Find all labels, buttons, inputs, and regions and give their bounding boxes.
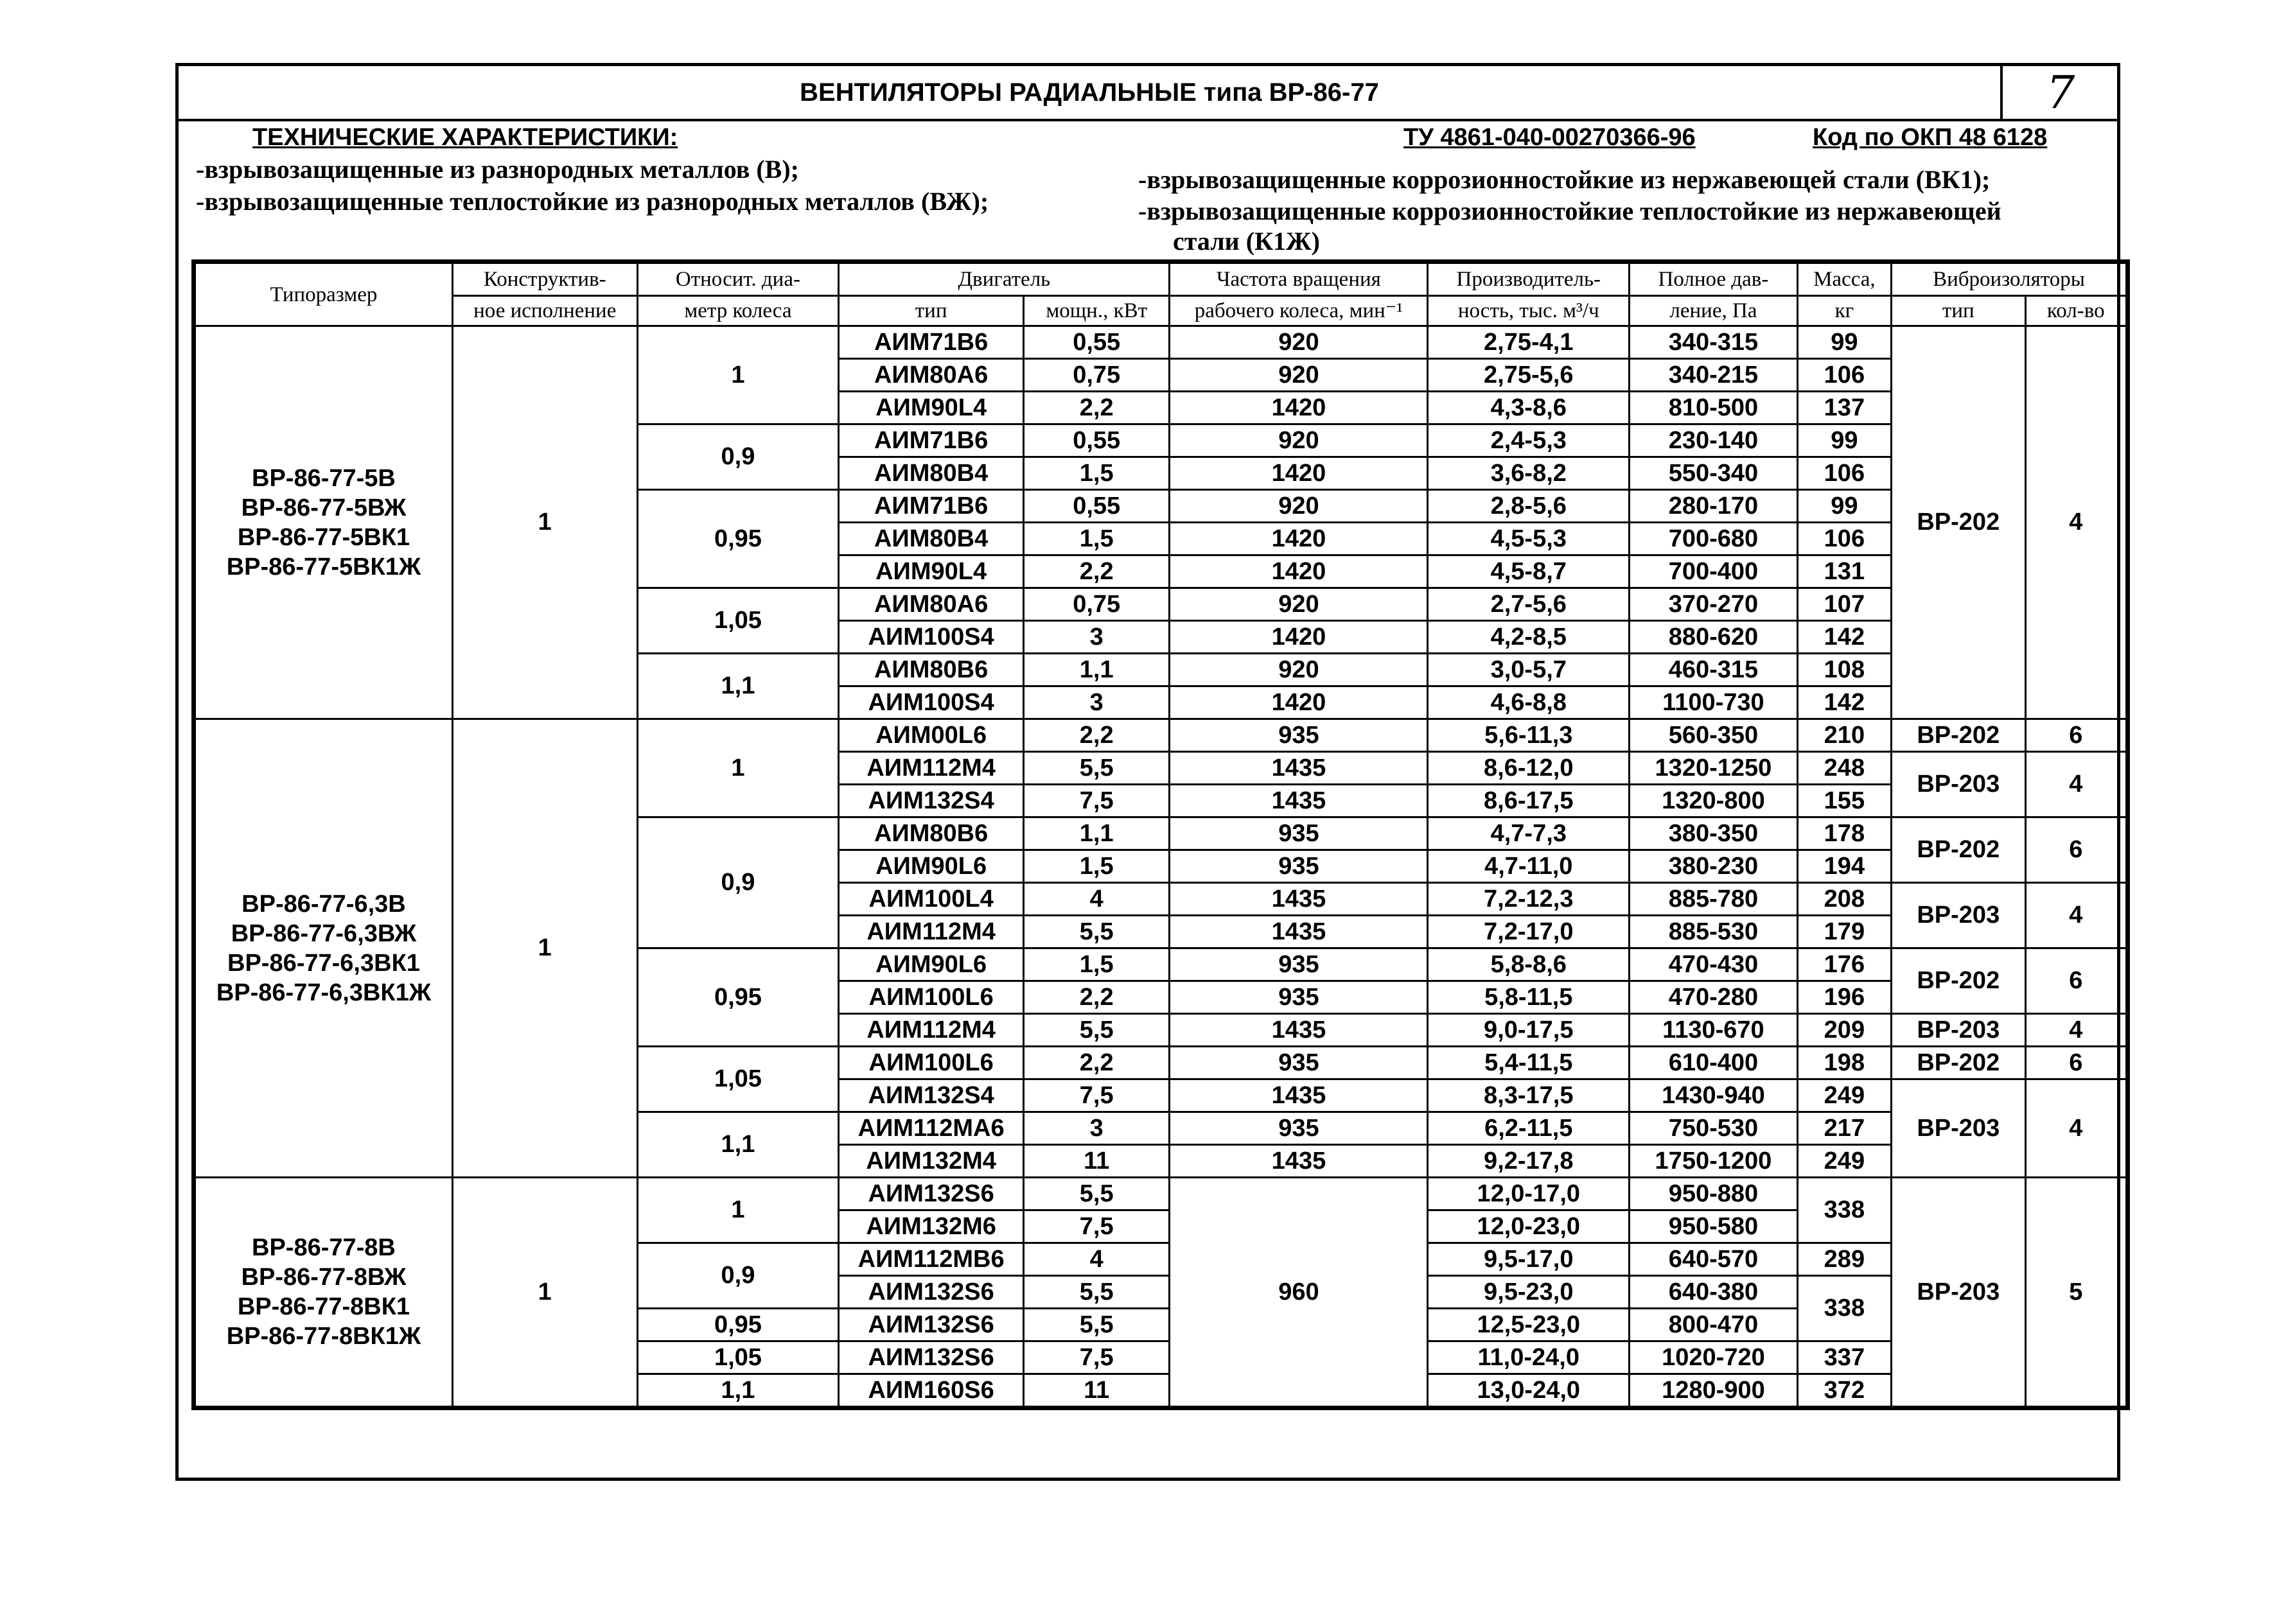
motor-type-cell: АИМ160S6	[839, 1374, 1024, 1407]
fan-model-g1-0: ВР-86-77-5В	[252, 464, 396, 492]
motor-power-cell: 1,1	[1023, 817, 1170, 850]
col-header-vib-type: тип	[1892, 296, 2025, 326]
motor-type-cell: АИМ112М4	[839, 1014, 1024, 1047]
motor-power-cell: 1,5	[1023, 523, 1170, 555]
speed-cell: 920	[1170, 490, 1428, 523]
mass-cell: 178	[1797, 817, 1891, 850]
motor-power-cell: 2,2	[1023, 555, 1170, 588]
motor-power-cell: 5,5	[1023, 1178, 1170, 1210]
vib-qty-cell: 6	[2025, 719, 2126, 752]
motor-type-cell: АИМ100L6	[839, 1047, 1024, 1079]
feature-left-1: -взрывозащищенные из разнородных металлов (В);	[196, 155, 800, 184]
motor-type-cell: АИМ80А6	[839, 588, 1024, 621]
pressure-cell: 1020-720	[1630, 1341, 1798, 1374]
motor-type-cell: АИМ112М4	[839, 916, 1024, 948]
speed-cell: 920	[1170, 424, 1428, 457]
motor-type-cell: АИМ132М6	[839, 1210, 1024, 1243]
page-title: ВЕНТИЛЯТОРЫ РАДИАЛЬНЫЕ типа ВР-86-77	[179, 66, 2003, 119]
feature-right-1: -взрывозащищенные коррозионностойкие из нержавеющей стали (ВК1);	[1138, 165, 1991, 194]
flow-cell: 8,6-17,5	[1428, 785, 1630, 817]
motor-type-cell: АИМ132S6	[839, 1309, 1024, 1341]
diameter-cell: 0,95	[637, 1309, 839, 1341]
page-number: 7	[2046, 66, 2075, 119]
mass-cell: 179	[1797, 916, 1891, 948]
pressure-cell: 700-400	[1630, 555, 1798, 588]
mass-cell: 137	[1797, 392, 1891, 424]
diameter-cell: 1,1	[637, 1112, 839, 1178]
pressure-cell: 470-280	[1630, 981, 1798, 1014]
motor-power-cell: 5,5	[1023, 916, 1170, 948]
vib-type-cell: ВР-202	[1892, 719, 2025, 752]
design-cell: 1	[452, 719, 637, 1178]
speed-cell: 935	[1170, 1047, 1428, 1079]
motor-type-cell: АИМ100L6	[839, 981, 1024, 1014]
flow-cell: 4,5-8,7	[1428, 555, 1630, 588]
flow-cell: 2,4-5,3	[1428, 424, 1630, 457]
design-cell: 1	[452, 1178, 637, 1407]
col-header-motor-power: мощн., кВт	[1023, 296, 1170, 326]
motor-type-cell: АИМ80В4	[839, 457, 1024, 490]
mass-cell: 107	[1797, 588, 1891, 621]
speed-cell: 920	[1170, 654, 1428, 686]
speed-cell: 1435	[1170, 1079, 1428, 1112]
vib-type-cell: ВР-203	[1892, 1178, 2025, 1407]
mass-cell: 210	[1797, 719, 1891, 752]
diameter-cell: 1	[637, 719, 839, 817]
title-row	[179, 66, 2117, 121]
fan-model-g2-1: ВР-86-77-6,3ВЖ	[231, 920, 417, 947]
motor-power-cell: 2,2	[1023, 981, 1170, 1014]
flow-cell: 2,7-5,6	[1428, 588, 1630, 621]
mass-cell: 142	[1797, 686, 1891, 719]
col-header-motor-type: тип	[839, 296, 1024, 326]
motor-power-cell: 1,5	[1023, 850, 1170, 883]
motor-power-cell: 4	[1023, 1243, 1170, 1276]
speed-cell: 1420	[1170, 621, 1428, 654]
vib-qty-cell: 6	[2025, 1047, 2126, 1079]
motor-power-cell: 2,2	[1023, 719, 1170, 752]
fan-model-g1-1: ВР-86-77-5ВЖ	[241, 494, 407, 521]
motor-power-cell: 5,5	[1023, 752, 1170, 785]
col-header-diam-2: метр колеса	[637, 296, 839, 326]
vib-qty-cell: 4	[2025, 326, 2126, 719]
pressure-cell: 700-680	[1630, 523, 1798, 555]
flow-cell: 12,5-23,0	[1428, 1309, 1630, 1341]
mass-cell: 198	[1797, 1047, 1891, 1079]
col-header-flow-1: Производитель-	[1428, 263, 1630, 296]
motor-type-cell: АИМ90L4	[839, 555, 1024, 588]
tech-header: ТЕХНИЧЕСКИЕ ХАРАКТЕРИСТИКИ:	[252, 124, 678, 151]
table-row	[195, 719, 2127, 752]
vib-type-cell: ВР-203	[1892, 1079, 2025, 1178]
okp-code: Код по ОКП 48 6128	[1813, 124, 2048, 151]
motor-power-cell: 5,5	[1023, 1276, 1170, 1309]
vib-qty-cell: 4	[2025, 1079, 2126, 1178]
motor-type-cell: АИМ132S6	[839, 1276, 1024, 1309]
mass-cell: 108	[1797, 654, 1891, 686]
mass-cell: 176	[1797, 948, 1891, 981]
fan-models-group-6-3	[195, 719, 453, 1178]
diameter-cell: 0,9	[637, 1243, 839, 1309]
mass-cell: 155	[1797, 785, 1891, 817]
motor-type-cell: АИМ100S4	[839, 686, 1024, 719]
flow-cell: 8,3-17,5	[1428, 1079, 1630, 1112]
diameter-cell: 1,1	[637, 1374, 839, 1407]
mass-cell: 372	[1797, 1374, 1891, 1407]
motor-type-cell: АИМ112МА6	[839, 1112, 1024, 1145]
pressure-cell: 1320-1250	[1630, 752, 1798, 785]
tu-code: ТУ 4861-040-00270366-96	[1403, 124, 1696, 151]
speed-cell: 1420	[1170, 457, 1428, 490]
motor-type-cell: АИМ132S6	[839, 1178, 1024, 1210]
spec-table	[194, 262, 2127, 1408]
motor-power-cell: 1,5	[1023, 457, 1170, 490]
pressure-cell: 340-215	[1630, 359, 1798, 392]
speed-cell: 1435	[1170, 1145, 1428, 1178]
speed-cell: 1435	[1170, 916, 1428, 948]
speed-cell: 920	[1170, 359, 1428, 392]
diameter-cell: 0,9	[637, 424, 839, 490]
pressure-cell: 640-380	[1630, 1276, 1798, 1309]
diameter-cell: 1,05	[637, 588, 839, 654]
mass-cell: 249	[1797, 1079, 1891, 1112]
vib-qty-cell: 6	[2025, 817, 2126, 883]
fan-models-group-8	[195, 1178, 453, 1407]
vib-qty-cell: 4	[2025, 1014, 2126, 1047]
mass-cell: 106	[1797, 359, 1891, 392]
motor-power-cell: 4	[1023, 883, 1170, 916]
pressure-cell: 610-400	[1630, 1047, 1798, 1079]
pressure-cell: 370-270	[1630, 588, 1798, 621]
diameter-cell: 1,05	[637, 1047, 839, 1112]
flow-cell: 9,5-17,0	[1428, 1243, 1630, 1276]
pressure-cell: 1430-940	[1630, 1079, 1798, 1112]
header-row-1	[195, 263, 2127, 296]
fan-model-g3-3: ВР-86-77-8ВК1Ж	[226, 1323, 421, 1350]
mass-cell: 337	[1797, 1341, 1891, 1374]
vib-qty-cell: 5	[2025, 1178, 2126, 1407]
motor-power-cell: 5,5	[1023, 1309, 1170, 1341]
vib-type-cell: ВР-203	[1892, 752, 2025, 817]
col-header-diam-1: Относит. диа-	[637, 263, 839, 296]
motor-power-cell: 7,5	[1023, 1079, 1170, 1112]
motor-type-cell: АИМ90L6	[839, 948, 1024, 981]
diameter-cell: 0,9	[637, 817, 839, 948]
diameter-cell: 1	[637, 1178, 839, 1243]
motor-power-cell: 1,1	[1023, 654, 1170, 686]
col-header-mass-2: кг	[1797, 296, 1891, 326]
flow-cell: 4,6-8,8	[1428, 686, 1630, 719]
motor-power-cell: 0,75	[1023, 359, 1170, 392]
speed-cell: 960	[1170, 1178, 1428, 1407]
feature-left-2: -взрывозащищенные теплостойкие из разнородных металлов (ВЖ);	[196, 187, 989, 216]
mass-cell: 209	[1797, 1014, 1891, 1047]
pressure-cell: 885-780	[1630, 883, 1798, 916]
pressure-cell: 1280-900	[1630, 1374, 1798, 1407]
flow-cell: 9,0-17,5	[1428, 1014, 1630, 1047]
speed-cell: 1435	[1170, 1014, 1428, 1047]
diameter-cell: 1,1	[637, 654, 839, 719]
pressure-cell: 1750-1200	[1630, 1145, 1798, 1178]
motor-type-cell: АИМ112М4	[839, 752, 1024, 785]
vib-qty-cell: 4	[2025, 883, 2126, 948]
pressure-cell: 550-340	[1630, 457, 1798, 490]
flow-cell: 3,6-8,2	[1428, 457, 1630, 490]
flow-cell: 3,0-5,7	[1428, 654, 1630, 686]
motor-power-cell: 0,55	[1023, 326, 1170, 359]
mass-cell: 248	[1797, 752, 1891, 785]
flow-cell: 7,2-12,3	[1428, 883, 1630, 916]
flow-cell: 12,0-23,0	[1428, 1210, 1630, 1243]
mass-cell: 106	[1797, 523, 1891, 555]
pressure-cell: 230-140	[1630, 424, 1798, 457]
speed-cell: 1420	[1170, 523, 1428, 555]
fan-model-g2-2: ВР-86-77-6,3ВК1	[227, 949, 420, 977]
motor-type-cell: АИМ71В6	[839, 424, 1024, 457]
col-header-design-1: Конструктив-	[452, 263, 637, 296]
vib-qty-cell: 6	[2025, 948, 2126, 1014]
pressure-cell: 800-470	[1630, 1309, 1798, 1341]
fan-model-g3-0: ВР-86-77-8В	[252, 1234, 396, 1261]
motor-type-cell: АИМ90L4	[839, 392, 1024, 424]
flow-cell: 8,6-12,0	[1428, 752, 1630, 785]
pressure-cell: 1130-670	[1630, 1014, 1798, 1047]
mass-cell: 338	[1797, 1178, 1891, 1243]
vib-qty-cell: 4	[2025, 752, 2126, 817]
motor-power-cell: 2,2	[1023, 392, 1170, 424]
motor-power-cell: 0,55	[1023, 424, 1170, 457]
motor-power-cell: 0,55	[1023, 490, 1170, 523]
flow-cell: 9,5-23,0	[1428, 1276, 1630, 1309]
vib-type-cell: ВР-202	[1892, 948, 2025, 1014]
pressure-cell: 640-570	[1630, 1243, 1798, 1276]
vib-type-cell: ВР-202	[1892, 1047, 2025, 1079]
col-header-design-2: ное исполнение	[452, 296, 637, 326]
motor-type-cell: АИМ132S4	[839, 785, 1024, 817]
motor-power-cell: 7,5	[1023, 1210, 1170, 1243]
pressure-cell: 950-880	[1630, 1178, 1798, 1210]
col-header-pressure-2: ление, Па	[1630, 296, 1798, 326]
diameter-cell: 0,95	[637, 490, 839, 588]
col-header-pressure-1: Полное дав-	[1630, 263, 1798, 296]
mass-cell: 208	[1797, 883, 1891, 916]
motor-type-cell: АИМ132S4	[839, 1079, 1024, 1112]
flow-cell: 4,3-8,6	[1428, 392, 1630, 424]
motor-type-cell: АИМ100S4	[839, 621, 1024, 654]
speed-cell: 1435	[1170, 883, 1428, 916]
fan-models-group-5	[195, 326, 453, 719]
mass-cell: 217	[1797, 1112, 1891, 1145]
flow-cell: 2,8-5,6	[1428, 490, 1630, 523]
motor-power-cell: 7,5	[1023, 785, 1170, 817]
mass-cell: 196	[1797, 981, 1891, 1014]
pressure-cell: 280-170	[1630, 490, 1798, 523]
speed-cell: 1420	[1170, 555, 1428, 588]
flow-cell: 12,0-17,0	[1428, 1178, 1630, 1210]
motor-power-cell: 1,5	[1023, 948, 1170, 981]
pressure-cell: 950-580	[1630, 1210, 1798, 1243]
motor-type-cell: АИМ80В6	[839, 817, 1024, 850]
pressure-cell: 1320-800	[1630, 785, 1798, 817]
flow-cell: 5,4-11,5	[1428, 1047, 1630, 1079]
col-header-size: Типоразмер	[195, 263, 453, 326]
col-header-vib-qty: кол-во	[2025, 296, 2126, 326]
motor-type-cell: АИМ112МВ6	[839, 1243, 1024, 1276]
speed-cell: 1420	[1170, 686, 1428, 719]
vib-type-cell: ВР-202	[1892, 817, 2025, 883]
flow-cell: 11,0-24,0	[1428, 1341, 1630, 1374]
motor-power-cell: 2,2	[1023, 1047, 1170, 1079]
motor-type-cell: АИМ00L6	[839, 719, 1024, 752]
table-row	[195, 1178, 2127, 1210]
flow-cell: 4,7-11,0	[1428, 850, 1630, 883]
flow-cell: 2,75-4,1	[1428, 326, 1630, 359]
motor-type-cell: АИМ80А6	[839, 359, 1024, 392]
diameter-cell: 0,95	[637, 948, 839, 1047]
flow-cell: 6,2-11,5	[1428, 1112, 1630, 1145]
flow-cell: 5,8-11,5	[1428, 981, 1630, 1014]
flow-cell: 4,5-5,3	[1428, 523, 1630, 555]
motor-power-cell: 3	[1023, 686, 1170, 719]
pressure-cell: 470-430	[1630, 948, 1798, 981]
header-row-2	[195, 296, 2127, 326]
mass-cell: 194	[1797, 850, 1891, 883]
motor-type-cell: АИМ71В6	[839, 490, 1024, 523]
speed-cell: 935	[1170, 850, 1428, 883]
flow-cell: 13,0-24,0	[1428, 1374, 1630, 1407]
mass-cell: 338	[1797, 1276, 1891, 1341]
motor-power-cell: 3	[1023, 1112, 1170, 1145]
fan-model-g3-2: ВР-86-77-8ВК1	[237, 1293, 410, 1320]
fan-model-g3-1: ВР-86-77-8ВЖ	[241, 1264, 407, 1291]
motor-power-cell: 7,5	[1023, 1341, 1170, 1374]
pressure-cell: 810-500	[1630, 392, 1798, 424]
pressure-cell: 880-620	[1630, 621, 1798, 654]
pressure-cell: 380-230	[1630, 850, 1798, 883]
col-header-flow-2: ность, тыс. м³/ч	[1428, 296, 1630, 326]
flow-cell: 4,2-8,5	[1428, 621, 1630, 654]
motor-type-cell: АИМ132S6	[839, 1341, 1024, 1374]
speed-cell: 935	[1170, 948, 1428, 981]
speed-cell: 1435	[1170, 752, 1428, 785]
fan-model-g2-0: ВР-86-77-6,3В	[242, 890, 406, 918]
speed-cell: 1420	[1170, 392, 1428, 424]
speed-cell: 1435	[1170, 785, 1428, 817]
speed-cell: 935	[1170, 719, 1428, 752]
mass-cell: 106	[1797, 457, 1891, 490]
col-header-motor: Двигатель	[839, 263, 1170, 296]
mass-cell: 131	[1797, 555, 1891, 588]
flow-cell: 7,2-17,0	[1428, 916, 1630, 948]
fan-model-g1-3: ВР-86-77-5ВК1Ж	[226, 553, 421, 581]
pressure-cell: 380-350	[1630, 817, 1798, 850]
speed-cell: 920	[1170, 588, 1428, 621]
flow-cell: 9,2-17,8	[1428, 1145, 1630, 1178]
motor-type-cell: АИМ71В6	[839, 326, 1024, 359]
fan-model-g2-3: ВР-86-77-6,3ВК1Ж	[216, 979, 432, 1006]
motor-type-cell: АИМ132М4	[839, 1145, 1024, 1178]
flow-cell: 5,8-8,6	[1428, 948, 1630, 981]
mass-cell: 249	[1797, 1145, 1891, 1178]
col-header-vib: Виброизоляторы	[1892, 263, 2127, 296]
vib-type-cell: ВР-203	[1892, 1014, 2025, 1047]
speed-cell: 920	[1170, 326, 1428, 359]
vib-type-cell: ВР-202	[1892, 326, 2025, 719]
mass-cell: 99	[1797, 326, 1891, 359]
col-header-mass-1: Масса,	[1797, 263, 1891, 296]
pressure-cell: 750-530	[1630, 1112, 1798, 1145]
motor-power-cell: 0,75	[1023, 588, 1170, 621]
table-row	[195, 326, 2127, 359]
flow-cell: 5,6-11,3	[1428, 719, 1630, 752]
feature-right-3: стали (К1Ж)	[1173, 227, 1320, 256]
fan-model-g1-2: ВР-86-77-5ВК1	[237, 523, 410, 551]
vib-type-cell: ВР-203	[1892, 883, 2025, 948]
diameter-cell: 1,05	[637, 1341, 839, 1374]
pressure-cell: 1100-730	[1630, 686, 1798, 719]
col-header-speed-1: Частота вращения	[1170, 263, 1428, 296]
motor-type-cell: АИМ80В6	[839, 654, 1024, 686]
mass-cell: 289	[1797, 1243, 1891, 1276]
flow-cell: 2,75-5,6	[1428, 359, 1630, 392]
pressure-cell: 340-315	[1630, 326, 1798, 359]
diameter-cell: 1	[637, 326, 839, 424]
feature-right-2: -взрывозащищенные коррозионностойкие теплостойкие из нержавеющей	[1138, 196, 2001, 225]
speed-cell: 935	[1170, 1112, 1428, 1145]
flow-cell: 4,7-7,3	[1428, 817, 1630, 850]
col-header-speed-2: рабочего колеса, мин⁻¹	[1170, 296, 1428, 326]
design-cell: 1	[452, 326, 637, 719]
pressure-cell: 560-350	[1630, 719, 1798, 752]
motor-type-cell: АИМ100L4	[839, 883, 1024, 916]
mass-cell: 99	[1797, 424, 1891, 457]
motor-power-cell: 11	[1023, 1374, 1170, 1407]
pressure-cell: 885-530	[1630, 916, 1798, 948]
motor-power-cell: 3	[1023, 621, 1170, 654]
motor-type-cell: АИМ80В4	[839, 523, 1024, 555]
motor-power-cell: 5,5	[1023, 1014, 1170, 1047]
motor-power-cell: 11	[1023, 1145, 1170, 1178]
pressure-cell: 460-315	[1630, 654, 1798, 686]
mass-cell: 99	[1797, 490, 1891, 523]
speed-cell: 935	[1170, 817, 1428, 850]
mass-cell: 142	[1797, 621, 1891, 654]
motor-type-cell: АИМ90L6	[839, 850, 1024, 883]
speed-cell: 935	[1170, 981, 1428, 1014]
